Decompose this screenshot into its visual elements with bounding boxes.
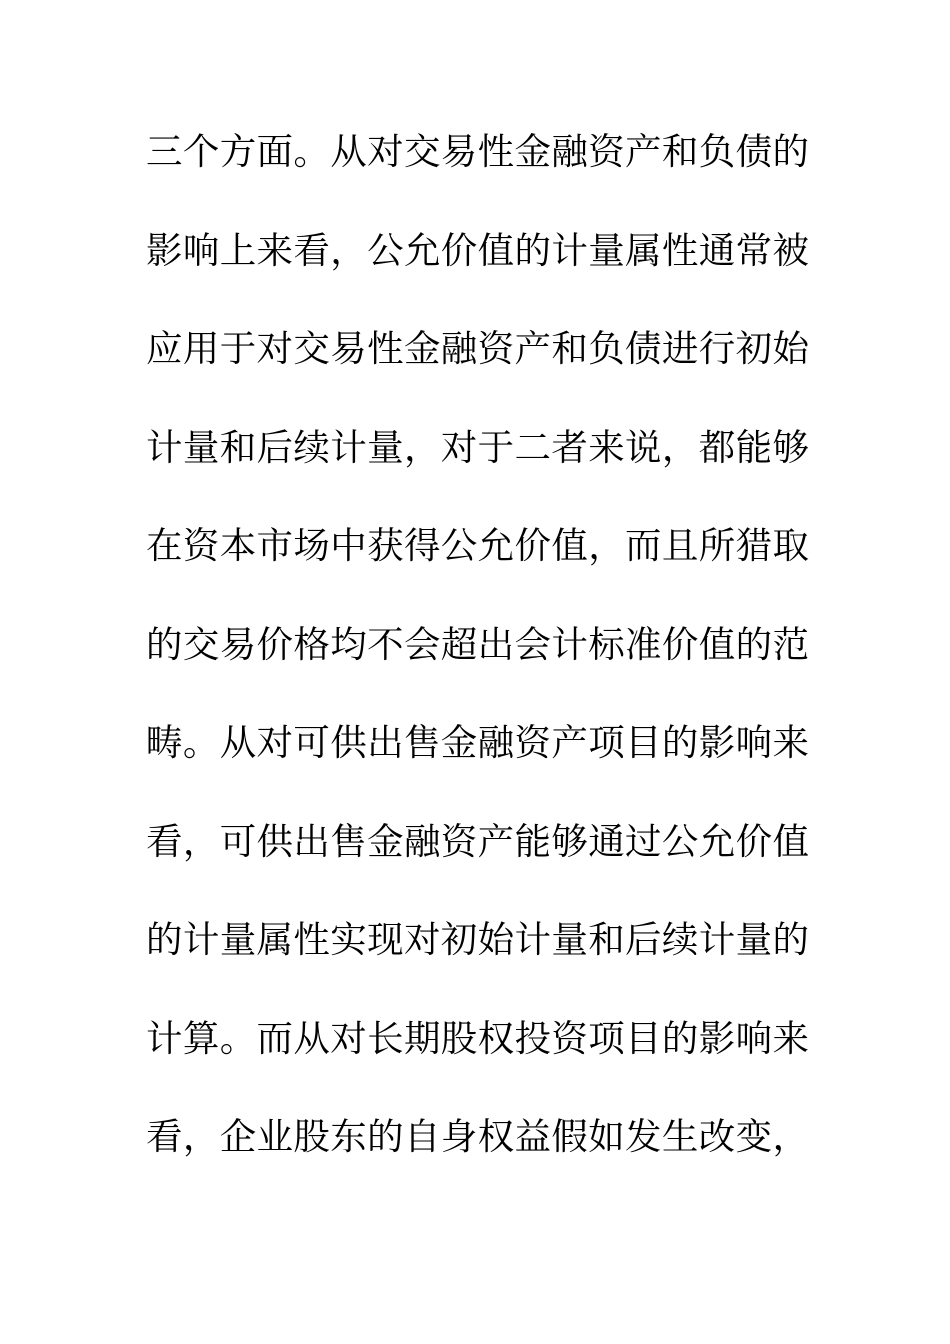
- text-line: 的交易价格均不会超出会计标准价值的范: [146, 622, 810, 666]
- text-line: 看，可供出售金融资产能够通过公允价值: [146, 819, 810, 863]
- text-line: 影响上来看，公允价值的计量属性通常被: [146, 228, 810, 272]
- text-line: 应用于对交易性金融资产和负债进行初始: [146, 327, 810, 370]
- text-line: 的计量属性实现对初始计量和后续计量的: [146, 918, 810, 961]
- body-paragraph: [146, 120, 816, 1204]
- text-line: 在资本市场中获得公允价值，而且所猎取: [146, 524, 810, 567]
- text-line: 看，企业股东的自身权益假如发生改变，: [146, 1115, 810, 1158]
- text-line: 畴。从对可供出售金融资产项目的影响来: [146, 721, 810, 764]
- text-line: 计量和后续计量，对于二者来说，都能够: [146, 425, 810, 469]
- text-line: 三个方面。从对交易性金融资产和负债的: [146, 130, 810, 173]
- text-line: 计算。而从对长期股权投资项目的影响来: [146, 1016, 810, 1060]
